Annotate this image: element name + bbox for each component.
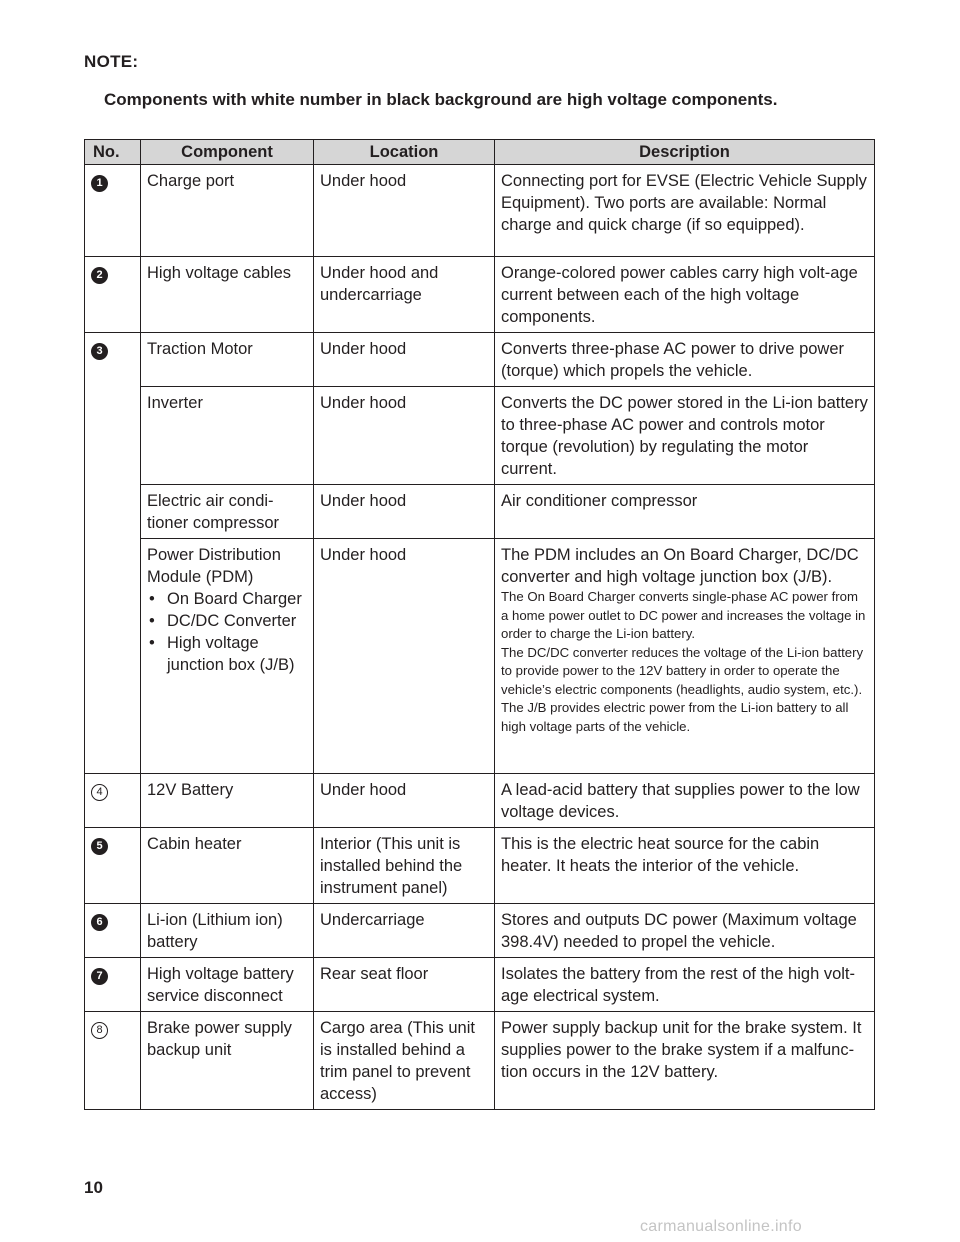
header-location: Location [314,140,495,165]
header-no: No. [85,140,141,165]
description-cell: This is the electric heat source for the cabin heater. It heats the interior of the vehicle. [495,828,875,904]
table-row [85,774,875,828]
table-row [85,539,875,774]
description-cell: Converts three-phase AC power to drive power (torque) which propels the vehicle. [495,333,875,387]
hv-number-badge: 6 [91,914,108,931]
note-label: NOTE: [84,52,139,71]
note-text: Components with white number in black background are high voltage components. [104,90,778,109]
location-cell: Under hood [314,485,495,539]
hv-number-badge: 7 [91,968,108,985]
pdm-subcomponent: • High voltage junction box (J/B) [147,632,307,676]
watermark: carmanualsonline.info [640,1218,802,1235]
component-cell: High voltage cables [141,257,314,333]
location-cell: Under hood and undercarriage [314,257,495,333]
components-table [84,139,875,1110]
description-cell: Converts the DC power stored in the Li-ion battery to three-phase AC power and controls motor torque (revolution) by regulating the motor current. [495,387,875,485]
component-cell: Cabin heater [141,828,314,904]
table-header-row [85,140,875,165]
component-cell: Brake power supply backup unit [141,1012,314,1110]
location-cell: Under hood [314,333,495,387]
location-cell: Under hood [314,387,495,485]
pdm-subcomponent: • DC/DC Converter [147,610,307,632]
component-cell: 12V Battery [141,774,314,828]
pdm-subcomponent: • On Board Charger [147,588,307,610]
description-cell: Isolates the battery from the rest of the high volt-age electrical system. [495,958,875,1012]
lv-number-badge: 4 [91,784,108,801]
table-row [85,333,875,387]
location-cell: Undercarriage [314,904,495,958]
table-row [85,257,875,333]
location-cell: Rear seat floor [314,958,495,1012]
pdm-title: Power Distribution Module (PDM) [147,546,281,586]
description-cell: Orange-colored power cables carry high volt-age current between each of the high voltage components. [495,257,875,333]
page-number: 10 [84,1178,103,1197]
hv-number-badge: 1 [91,175,108,192]
component-cell: Traction Motor [141,333,314,387]
description-cell: Air conditioner compressor [495,485,875,539]
component-cell: High voltage battery service disconnect [141,958,314,1012]
table-row [85,387,875,485]
component-cell: Charge port [141,165,314,257]
description-cell: A lead-acid battery that supplies power to the low voltage devices. [495,774,875,828]
table-row [85,1012,875,1110]
location-cell: Interior (This unit is installed behind the instrument panel) [314,828,495,904]
pdm-subcomponents [147,588,307,676]
hv-number-badge: 5 [91,838,108,855]
component-cell: Inverter [141,387,314,485]
table-row [85,165,875,257]
description-cell: Stores and outputs DC power (Maximum voltage 398.4V) needed to propel the vehicle. [495,904,875,958]
component-cell: Electric air condi-tioner compressor [141,485,314,539]
description-cell: Connecting port for EVSE (Electric Vehicle Supply Equipment). Two ports are available: Normal charge and quick charge (if so equipped). [495,165,875,257]
location-cell: Under hood [314,774,495,828]
hv-number-badge: 2 [91,267,108,284]
table-row [85,958,875,1012]
description-cell [495,539,875,774]
pdm-note: The On Board Charger converts single-phase AC power from a home power outlet to DC power and increases the voltage in order to charge the Li-ion battery. [501,589,866,641]
header-description: Description [495,140,875,165]
header-component: Component [141,140,314,165]
lv-number-badge: 8 [91,1022,108,1039]
component-cell: Li-ion (Lithium ion) battery [141,904,314,958]
location-cell: Cargo area (This unit is installed behind a trim panel to prevent access) [314,1012,495,1110]
description-cell: Power supply backup unit for the brake system. It supplies power to the brake system if a malfunc-tion occurs in the 12V battery. [495,1012,875,1110]
pdm-description: The PDM includes an On Board Charger, DC/DC converter and high voltage junction box (J/B). [501,546,859,586]
table-row [85,828,875,904]
component-cell [141,539,314,774]
table-row [85,904,875,958]
hv-number-badge: 3 [91,343,108,360]
pdm-note: The J/B provides electric power from the Li-ion battery to all high voltage parts of the vehicle. [501,700,849,734]
location-cell: Under hood [314,165,495,257]
pdm-note: The DC/DC converter reduces the voltage of the Li-ion battery to provide power to the 12V battery in order to operate the vehicle’s electric components (headlights, audio system, etc.). [501,644,864,697]
location-cell: Under hood [314,539,495,774]
table-row [85,485,875,539]
